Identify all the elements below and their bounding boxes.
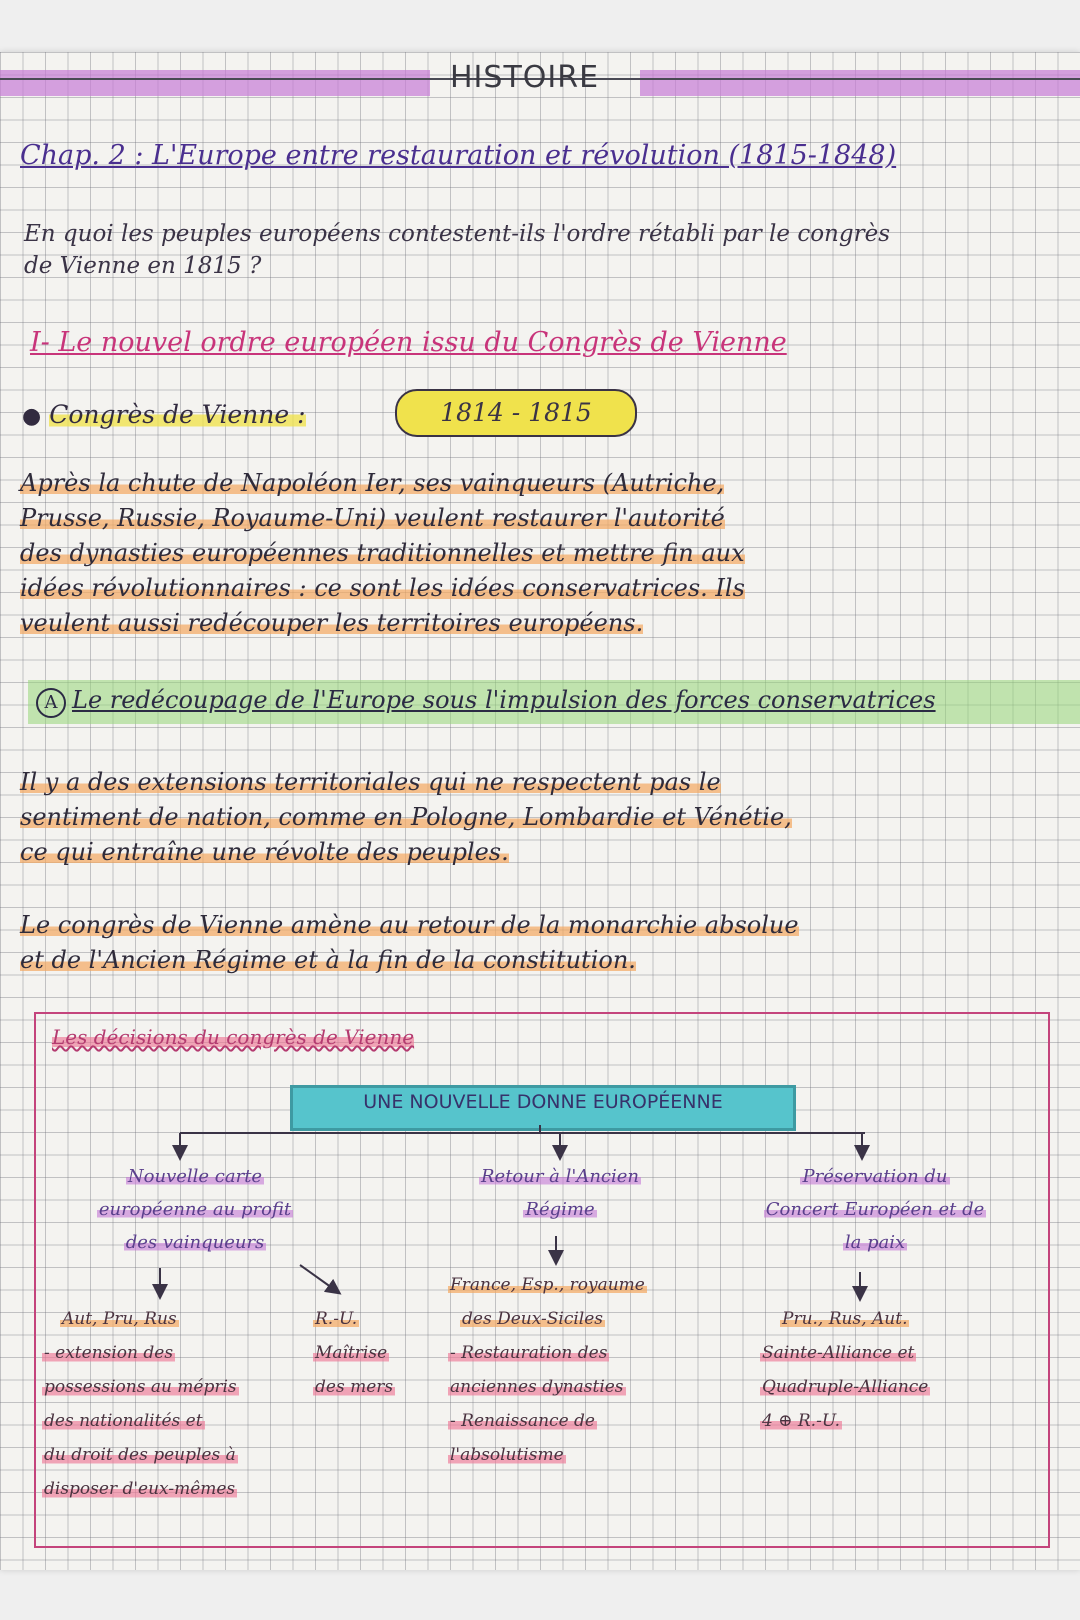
branch-middle-sub: France, Esp., royaume des Deux-Siciles - Restauration des anciennes dynasties - Renaissance de l'absolutisme [450, 1275, 645, 1465]
text-line: idées révolutionnaires : ce sont les idées conservatrices. Ils [20, 574, 745, 602]
branch-left-sub-b: R.-U. Maîtrise des mers [315, 1309, 394, 1397]
text-line: Il y a des extensions territoriales qui ne respectent pas le [20, 768, 721, 796]
question-line: En quoi les peuples européens contestent-ils l'ordre rétabli par le congrès [24, 221, 891, 247]
arrow-left-b [300, 1265, 335, 1290]
subject-title: HISTOIRE [450, 60, 600, 95]
text-line: Après la chute de Napoléon Ier, ses vainqueurs (Autriche, [20, 469, 725, 497]
text-line: Le congrès de Vienne amène au retour de la monarchie absolue [20, 911, 799, 939]
branch-left-sub-a: Aut, Pru, Rus - extension des possessions au mépris des nationalités et du droit des peuples à disposer d'eux-mêmes [44, 1309, 237, 1499]
text-line: des dynasties européennes traditionnelles et mettre fin aux [20, 539, 745, 567]
text-line: ce qui entraîne une révolte des peuples. [20, 838, 509, 866]
section-title: I- Le nouvel ordre européen issu du Congrès de Vienne [30, 327, 787, 358]
bullet-icon: ● [22, 404, 42, 429]
question-line: de Vienne en 1815 ? [24, 253, 262, 279]
branch-right: Préservation du Concert Européen et de la paix [765, 1166, 985, 1253]
decisions-title: Les décisions du congrès de Vienne [52, 1025, 415, 1049]
branch-left: Nouvelle carte européenne au profit des vainqueurs [98, 1166, 292, 1253]
text-line: sentiment de nation, comme en Pologne, Lombardie et Vénétie, [20, 803, 792, 831]
text-line: et de l'Ancien Régime et à la fin de la constitution. [20, 946, 636, 974]
chapter-title: Chap. 2 : L'Europe entre restauration et révolution (1815-1848) [20, 140, 897, 171]
congres-label: Congrès de Vienne : [49, 400, 306, 429]
congres-dates-badge: 1814 - 1815 [395, 389, 637, 437]
branch-middle: Retour à l'Ancien Régime [480, 1166, 640, 1220]
text-line: Prusse, Russie, Royaume-Uni) veulent restaurer l'autorité [20, 504, 725, 532]
text-line: veulent aussi redécouper les territoires européens. [20, 609, 644, 637]
circle-letter-icon: A [36, 688, 66, 718]
root-banner-label: UNE NOUVELLE DONNE EUROPÉENNE [363, 1091, 723, 1113]
branch-right-sub: Pru., Rus, Aut. Sainte-Alliance et Quadruple-Alliance 4 ⊕ R.-U. [762, 1309, 929, 1431]
section-a-label: Le redécoupage de l'Europe sous l'impulsion des forces conservatrices [72, 686, 936, 714]
